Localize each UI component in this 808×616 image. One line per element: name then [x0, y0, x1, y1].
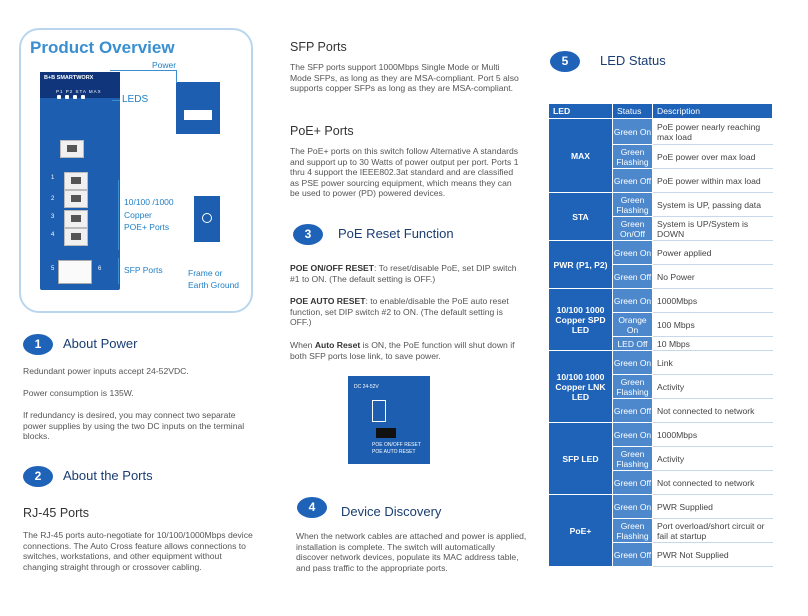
poe-heading: PoE+ Ports [290, 124, 354, 138]
led-name: PWR (P1, P2) [549, 241, 613, 289]
poe-reset-heading: PoE Reset Function [338, 226, 454, 241]
led-state: Green Off [613, 543, 653, 567]
led-description: No Power [653, 265, 773, 289]
dip-switch-illustration [348, 376, 430, 464]
power-input-text: Redundant power inputs accept 24-52VDC. [23, 366, 189, 376]
auto-reset-note: When Auto Reset is ON, the PoE function will shut down if both SFP ports lose link, to save power. [290, 340, 515, 361]
led-state: Green Flashing [613, 519, 653, 543]
table-header: Description [653, 104, 773, 119]
switch-front-illustration [40, 72, 120, 290]
dc-voltage-label: DC 24-52V [354, 384, 379, 390]
device-led-labels: P1 P2 STA MAX [56, 89, 102, 94]
about-power-heading: About Power [63, 336, 138, 351]
section-number-badge: 5 [550, 51, 580, 72]
poe-auto-reset-label: POE AUTO RESET [290, 296, 366, 306]
led-description: System is UP, passing data [653, 193, 773, 217]
callout-frame-line1: Frame or [188, 268, 223, 278]
port-number: 2 [51, 196, 55, 202]
power-terminal-illustration [176, 82, 220, 134]
power-redundancy-text: If redundancy is desired, you may connect two separate power supplies by using the two DC inputs on the terminal blocks. [23, 410, 245, 442]
device-discovery-text: When the network cables are attached and power is applied, installation is complete. The switch will automatically discover network devices, populate its MAC address table, and pass traffic to the appropriate ports. [296, 531, 527, 573]
table-header: Status [613, 104, 653, 119]
callout-copper-line3: POE+ Ports [124, 222, 170, 232]
led-name: SFP LED [549, 423, 613, 495]
led-name: 10/100 1000 Copper LNK LED [549, 351, 613, 423]
led-description: PWR Not Supplied [653, 543, 773, 567]
led-state: Green On [613, 289, 653, 313]
led-state: Orange On [613, 313, 653, 337]
led-description: Activity [653, 375, 773, 399]
led-description: Power applied [653, 241, 773, 265]
led-state: Green Off [613, 265, 653, 289]
about-ports-heading: About the Ports [63, 468, 153, 483]
led-state: Green On [613, 119, 653, 145]
led-state: LED Off [613, 337, 653, 351]
section-number-badge: 1 [23, 334, 53, 355]
led-state: Green On [613, 495, 653, 519]
led-description: Link [653, 351, 773, 375]
led-state: Green Off [613, 169, 653, 193]
led-description: System is UP/System is DOWN [653, 217, 773, 241]
device-logo: B+B SMARTWORX [44, 75, 94, 81]
dip-label-auto: POE AUTO RESET [372, 449, 416, 455]
poe-text: The PoE+ ports on this switch follow Alternative A standards and support up to 30 Watts of power output per port. Ports 1 thru 4 support the IEEE802.3at standard and are classified as PSE power sourcing equipment, which means they can be used to power (PD) powered devices. [290, 146, 519, 199]
section-number-badge: 4 [297, 497, 327, 518]
led-status-heading: LED Status [600, 53, 666, 68]
port-number: 6 [98, 266, 102, 272]
port-number: 3 [51, 214, 55, 220]
sfp-text: The SFP ports support 1000Mbps Single Mode or Multi Mode SFPs, as long as they are MSA-compliant. Port 5 also supports copper SFPs as long as they are MSA-compliant. [290, 62, 519, 94]
led-state: Green Off [613, 471, 653, 495]
led-name: STA [549, 193, 613, 241]
led-description: Activity [653, 447, 773, 471]
callout-frame-line2: Earth Ground [188, 280, 240, 290]
callout-leds: LEDS [122, 94, 149, 105]
led-description: PoE power within max load [653, 169, 773, 193]
power-consumption-text: Power consumption is 135W. [23, 388, 134, 398]
led-state: Green On [613, 241, 653, 265]
ground-frame-illustration [194, 196, 220, 242]
led-state: Green Flashing [613, 375, 653, 399]
led-state: Green On/Off [613, 217, 653, 241]
callout-power: Power [152, 60, 177, 70]
dip-label-onoff: POE ON/OFF RESET [372, 442, 421, 448]
led-description: 10 Mbps [653, 337, 773, 351]
led-state: Green Flashing [613, 447, 653, 471]
led-state: Green On [613, 351, 653, 375]
table-header: LED [549, 104, 613, 119]
sfp-heading: SFP Ports [290, 40, 347, 54]
led-state: Green Flashing [613, 145, 653, 169]
poe-onoff-reset-label: POE ON/OFF RESET [290, 263, 375, 273]
callout-copper-line2: Copper [124, 210, 152, 220]
rj45-text: The RJ-45 ports auto-negotiate for 10/100/1000Mbps device connections. The Auto Cross feature allows connections to switches, workstations, and other equipment without changing straight through or crossover cabling. [23, 530, 253, 572]
led-name: PoE+ [549, 495, 613, 567]
section-number-badge: 2 [23, 466, 53, 487]
device-discovery-heading: Device Discovery [341, 504, 442, 519]
led-description: PoE power nearly reaching max load [653, 119, 773, 145]
led-description: 100 Mbps [653, 313, 773, 337]
callout-sfp: SFP Ports [124, 265, 163, 275]
led-description: Not connected to network [653, 471, 773, 495]
product-overview-title: Product Overview [30, 38, 175, 57]
led-status-table [548, 103, 773, 567]
led-state: Green On [613, 423, 653, 447]
callout-copper-line1: 10/100 /1000 [124, 197, 174, 207]
led-description: 1000Mbps [653, 289, 773, 313]
port-number: 4 [51, 232, 55, 238]
port-number: 5 [51, 266, 55, 272]
led-name: MAX [549, 119, 613, 193]
led-description: Not connected to network [653, 399, 773, 423]
poe-auto-reset-text: POE AUTO RESET: to enable/disable the PoE auto reset function, set DIP switch #2 to ON. (The default setting is OFF.) [290, 296, 509, 328]
port-number: 1 [51, 175, 55, 181]
led-description: 1000Mbps [653, 423, 773, 447]
rj45-heading: RJ-45 Ports [23, 506, 89, 520]
led-state: Green Off [613, 399, 653, 423]
poe-onoff-reset-text: POE ON/OFF RESET: To reset/disable PoE, set DIP switch #1 to ON. (The default setting is OFF.) [290, 263, 517, 284]
led-name: 10/100 1000 Copper SPD LED [549, 289, 613, 351]
led-state: Green Flashing [613, 193, 653, 217]
section-number-badge: 3 [293, 224, 323, 245]
led-description: PoE power over max load [653, 145, 773, 169]
led-description: Port overload/short circuit or fail at startup [653, 519, 773, 543]
led-description: PWR Supplied [653, 495, 773, 519]
